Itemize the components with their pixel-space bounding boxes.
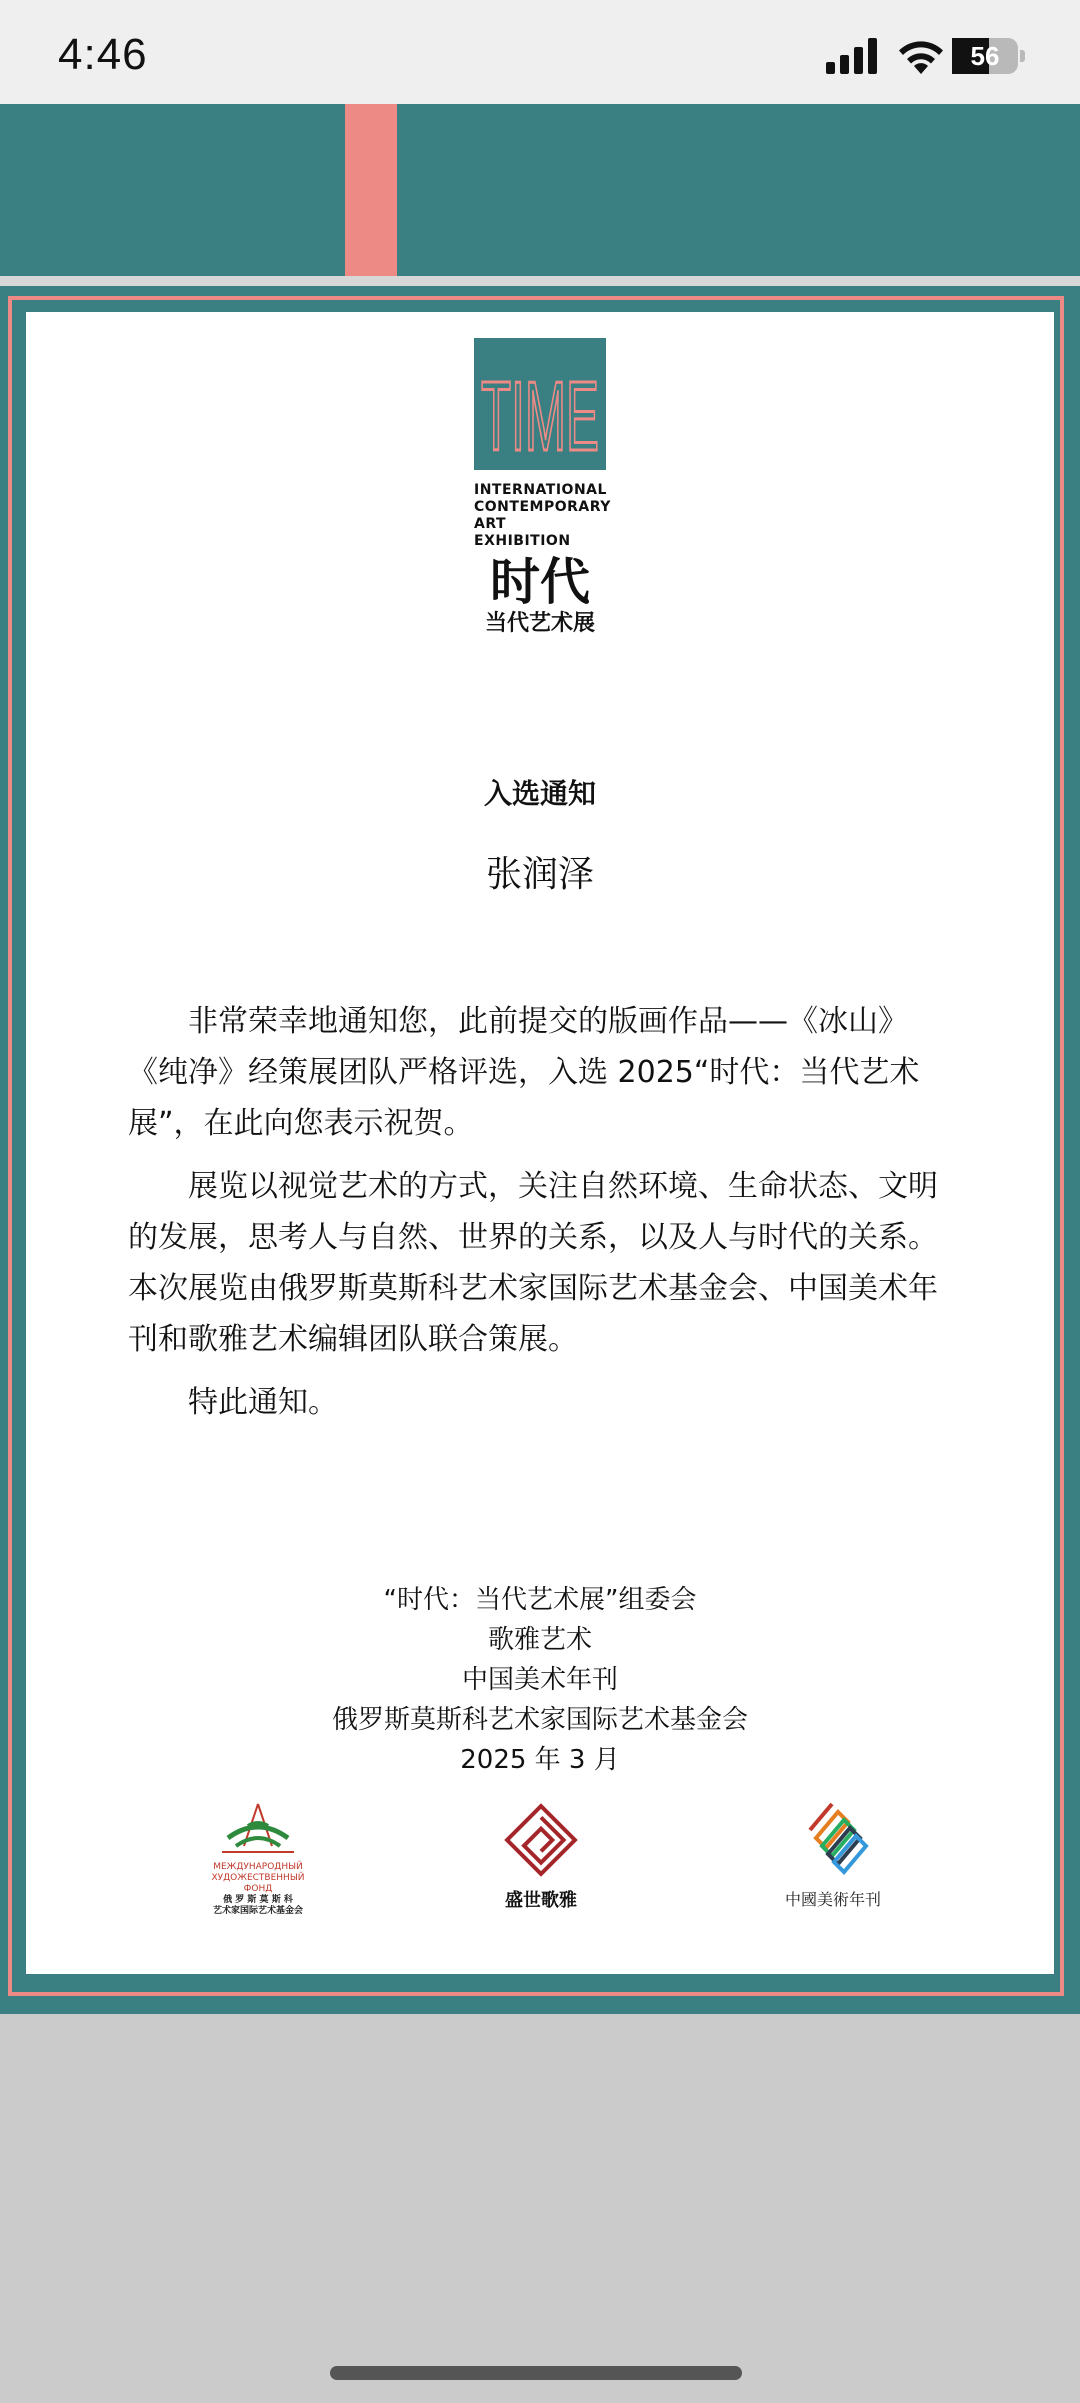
- page-background-bottom: [0, 2014, 1080, 2403]
- exhibition-logo: [474, 338, 611, 638]
- time-wordmark-text: TIME: [481, 361, 599, 471]
- logo-chinese-subtitle: 当代艺术展: [484, 611, 595, 636]
- logo-english-line-1: INTERNATIONAL: [474, 482, 607, 498]
- notice-paragraph-2: 展览以视觉艺术的方式，关注自然环境、生命状态、文明的发展，思考人与自然、世界的关系，以及人与时代的关系。本次展览由俄罗斯莫斯科艺术家国际艺术基金会、中国美术年刊和歌雅艺术编辑团队联合策展。: [128, 1169, 938, 1357]
- yearbook-caption: 中國美術年刊: [784, 1890, 881, 1909]
- notice-paragraph-1: 非常荣幸地通知您，此前提交的版画作品——《冰山》《纯净》经策展团队严格评选，入选 2025“时代：当代艺术展”，在此向您表示祝贺。: [128, 1004, 920, 1141]
- battery-level: 56: [970, 41, 1000, 71]
- logo-english-line-3: ART EXHIBITION: [474, 516, 571, 549]
- geya-logo: [496, 1802, 586, 1912]
- organizer-logos: [26, 1802, 1054, 1922]
- notice-title: 入选通知: [483, 777, 596, 810]
- signature-block: [26, 1580, 1054, 1780]
- notice-body: [128, 996, 952, 1440]
- yearbook-logo: [776, 1802, 890, 1910]
- signature-yearbook: 中国美术年刊: [461, 1665, 618, 1695]
- certificate-paper: [26, 312, 1054, 1974]
- geya-caption: 盛世歌雅: [505, 1890, 577, 1911]
- recipient-name: 张润泽: [485, 854, 594, 895]
- battery-icon: [952, 38, 1022, 74]
- fund-caption-ru-1: МЕЖДУНАРОДНЫЙ: [213, 1862, 303, 1872]
- fund-logo: [208, 1802, 308, 1917]
- signal-icon: [826, 38, 880, 74]
- status-bar: [0, 0, 1080, 104]
- logo-chinese-title: 时代: [490, 552, 590, 611]
- logo-english: [474, 482, 611, 550]
- signature-date: 2025 年 3 月: [460, 1745, 620, 1775]
- header-stripe: [345, 104, 397, 276]
- certificate-frame: [0, 286, 1080, 2014]
- yearbook-emblem-icon: [776, 1802, 890, 1886]
- logo-english-line-2: CONTEMPORARY: [474, 499, 611, 515]
- fund-caption-cn-2: 艺术家国际艺术基金会: [212, 1906, 303, 1916]
- fund-caption-ru-2: ХУДОЖЕСТВЕННЫЙ: [211, 1873, 305, 1883]
- fund-caption-ru-3: ФОНД: [243, 1884, 273, 1894]
- status-time: 4:46: [58, 30, 148, 79]
- home-indicator[interactable]: [330, 2366, 742, 2380]
- fund-caption-cn-1: 俄 罗 斯 莫 斯 科: [223, 1895, 293, 1905]
- geya-emblem-icon: [496, 1802, 586, 1886]
- header-banner: [0, 104, 1080, 276]
- header-divider: [0, 276, 1080, 286]
- notice-paragraph-3: 特此通知。: [188, 1385, 338, 1420]
- signature-committee: “时代：当代艺术展”组委会: [383, 1585, 697, 1615]
- signature-fund: 俄罗斯莫斯科艺术家国际艺术基金会: [331, 1705, 748, 1735]
- fund-emblem-icon: [208, 1802, 308, 1858]
- wifi-icon: [896, 36, 946, 76]
- signature-geya: 歌雅艺术: [487, 1625, 592, 1655]
- time-wordmark: [474, 338, 606, 470]
